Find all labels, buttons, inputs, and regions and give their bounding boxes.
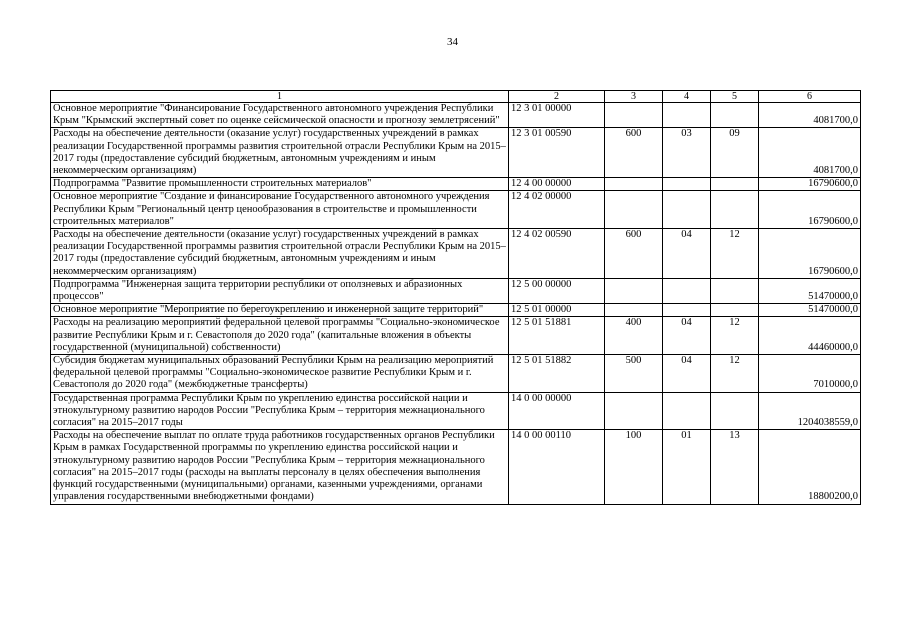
section-code: 01 bbox=[663, 430, 711, 504]
target-article-code: 12 3 01 00000 bbox=[509, 103, 605, 128]
column-header: 2 bbox=[509, 91, 605, 103]
target-article-code: 12 5 01 51881 bbox=[509, 317, 605, 355]
section-code bbox=[663, 191, 711, 229]
section-code: 04 bbox=[663, 355, 711, 393]
amount: 16790600,0 bbox=[759, 178, 861, 191]
page-number: 34 bbox=[447, 36, 458, 48]
target-article-code: 14 0 00 00110 bbox=[509, 430, 605, 504]
amount: 44460000,0 bbox=[759, 317, 861, 355]
amount: 1204038559,0 bbox=[759, 392, 861, 430]
expense-type-code bbox=[605, 304, 663, 317]
table-row bbox=[51, 229, 861, 279]
table-row bbox=[51, 178, 861, 191]
subsection-code: 12 bbox=[711, 229, 759, 279]
amount: 4081700,0 bbox=[759, 103, 861, 128]
row-name: Основное мероприятие "Мероприятие по берегоукреплению и инженерной защите территорий" bbox=[51, 304, 509, 317]
expense-type-code bbox=[605, 191, 663, 229]
subsection-code bbox=[711, 278, 759, 303]
section-code: 03 bbox=[663, 128, 711, 178]
subsection-code bbox=[711, 178, 759, 191]
section-code bbox=[663, 278, 711, 303]
target-article-code: 14 0 00 00000 bbox=[509, 392, 605, 430]
subsection-code: 13 bbox=[711, 430, 759, 504]
expense-type-code: 500 bbox=[605, 355, 663, 393]
table-row bbox=[51, 191, 861, 229]
row-name: Расходы на обеспечение деятельности (оказание услуг) государственных учреждений в рамках реализации Государственной программы развития строительной отрасли Республики Крым на 2015–2017 годы (предоставление субсидий бюджетным, автономным учреждениям и иным некоммерческим организациям) bbox=[51, 229, 509, 279]
table-row bbox=[51, 103, 861, 128]
subsection-code: 12 bbox=[711, 355, 759, 393]
table-row bbox=[51, 278, 861, 303]
expense-type-code bbox=[605, 278, 663, 303]
amount: 51470000,0 bbox=[759, 304, 861, 317]
amount: 51470000,0 bbox=[759, 278, 861, 303]
row-name: Подпрограмма "Инженерная защита территории республики от оползневых и абразионных процессов" bbox=[51, 278, 509, 303]
header-row bbox=[51, 91, 861, 103]
target-article-code: 12 4 00 00000 bbox=[509, 178, 605, 191]
amount: 4081700,0 bbox=[759, 128, 861, 178]
row-name: Основное мероприятие "Создание и финансирование Государственного автономного учреждения Республики Крым "Региональный центр ценообразования в строительстве и промышленности строительных материалов" bbox=[51, 191, 509, 229]
budget-table bbox=[50, 90, 861, 505]
column-header: 4 bbox=[663, 91, 711, 103]
table-body bbox=[51, 103, 861, 505]
row-name: Субсидия бюджетам муниципальных образований Республики Крым на реализацию мероприятий федеральной целевой программы "Социально-экономическое развитие Республики Крым и г. Севастополя до 2020 года" (межбюджетные трансферты) bbox=[51, 355, 509, 393]
table-row bbox=[51, 317, 861, 355]
expense-type-code bbox=[605, 103, 663, 128]
target-article-code: 12 4 02 00590 bbox=[509, 229, 605, 279]
target-article-code: 12 5 01 51882 bbox=[509, 355, 605, 393]
table-row bbox=[51, 128, 861, 178]
target-article-code: 12 5 01 00000 bbox=[509, 304, 605, 317]
subsection-code bbox=[711, 392, 759, 430]
section-code bbox=[663, 304, 711, 317]
section-code bbox=[663, 103, 711, 128]
column-header: 6 bbox=[759, 91, 861, 103]
amount: 16790600,0 bbox=[759, 191, 861, 229]
row-name: Расходы на обеспечение выплат по оплате труда работников государственных органов Республики Крым в рамках Государственной программы по укреплению единства российской нации и этнокультурному развитию народов России "Республика Крым – территория межнационального согласия" на 2015–2017 годы (расходы на выплаты персоналу в целях обеспечения выполнения функций государственными (муниципальными) органами, казенными учреждениями, органами управления государственными внебюджетными фондами) bbox=[51, 430, 509, 504]
row-name: Расходы на реализацию мероприятий федеральной целевой программы "Социально-экономическое развитие Республики Крым и г. Севастополя до 2020 года" (капитальные вложения в объекты государственной (муниципальной) собственности) bbox=[51, 317, 509, 355]
subsection-code bbox=[711, 304, 759, 317]
expense-type-code: 400 bbox=[605, 317, 663, 355]
target-article-code: 12 3 01 00590 bbox=[509, 128, 605, 178]
target-article-code: 12 4 02 00000 bbox=[509, 191, 605, 229]
amount: 18800200,0 bbox=[759, 430, 861, 504]
expense-type-code: 600 bbox=[605, 128, 663, 178]
row-name: Основное мероприятие "Финансирование Государственного автономного учреждения Республики Крым "Крымский экспертный совет по оценке сейсмической опасности и прогнозу землетрясений" bbox=[51, 103, 509, 128]
expense-type-code: 600 bbox=[605, 229, 663, 279]
row-name: Расходы на обеспечение деятельности (оказание услуг) государственных учреждений в рамках реализации Государственной программы развития строительной отрасли Республики Крым на 2015–2017 годы (предоставление субсидий бюджетным, автономным учреждениям и иным некоммерческим организациям) bbox=[51, 128, 509, 178]
table-row bbox=[51, 304, 861, 317]
subsection-code: 12 bbox=[711, 317, 759, 355]
amount: 16790600,0 bbox=[759, 229, 861, 279]
expense-type-code bbox=[605, 178, 663, 191]
amount: 7010000,0 bbox=[759, 355, 861, 393]
row-name: Подпрограмма "Развитие промышленности строительных материалов" bbox=[51, 178, 509, 191]
target-article-code: 12 5 00 00000 bbox=[509, 278, 605, 303]
column-header: 1 bbox=[51, 91, 509, 103]
section-code: 04 bbox=[663, 229, 711, 279]
row-name: Государственная программа Республики Крым по укреплению единства российской нации и этнокультурному развитию народов России "Республика Крым – территория межнационального согласия" на 2015–2017 годы bbox=[51, 392, 509, 430]
column-header: 5 bbox=[711, 91, 759, 103]
table-row bbox=[51, 430, 861, 504]
section-code bbox=[663, 178, 711, 191]
expense-type-code: 100 bbox=[605, 430, 663, 504]
subsection-code bbox=[711, 103, 759, 128]
subsection-code: 09 bbox=[711, 128, 759, 178]
section-code bbox=[663, 392, 711, 430]
table-row bbox=[51, 392, 861, 430]
column-header: 3 bbox=[605, 91, 663, 103]
subsection-code bbox=[711, 191, 759, 229]
section-code: 04 bbox=[663, 317, 711, 355]
table-row bbox=[51, 355, 861, 393]
expense-type-code bbox=[605, 392, 663, 430]
